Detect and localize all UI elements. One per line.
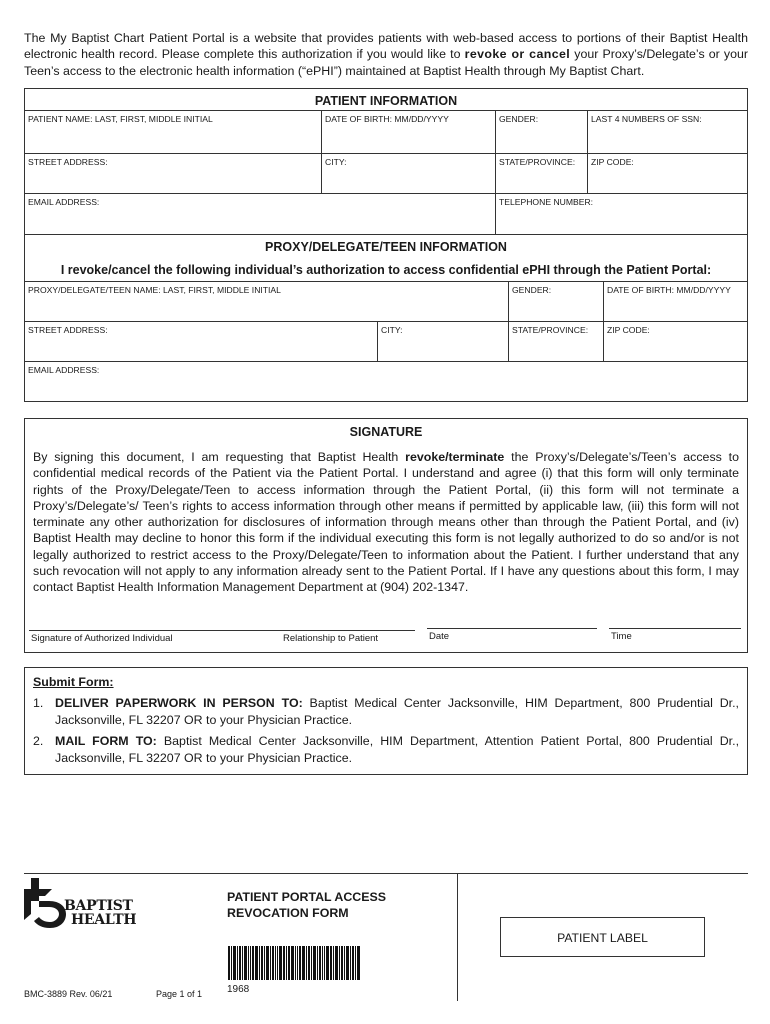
patient-state-field[interactable]: [495, 154, 587, 193]
footer-vertical-divider: [457, 873, 458, 1001]
patient-zip-field[interactable]: [587, 154, 747, 193]
proxy-city-field[interactable]: [377, 322, 508, 361]
submit-item-heading: MAIL FORM TO:: [55, 734, 157, 749]
submit-item-mail: [33, 733, 739, 766]
patient-phone-label: TELEPHONE NUMBER:: [499, 197, 594, 207]
signature-text-1: By signing this document, I am requesting that Baptist Health: [33, 450, 406, 464]
baptist-health-logo: [22, 878, 137, 928]
form-title-line-1: PATIENT PORTAL ACCESS: [227, 890, 387, 904]
intro-bold: revoke or cancel: [464, 47, 571, 62]
patient-info-title: PATIENT INFORMATION: [314, 94, 458, 108]
patient-ssn-field[interactable]: [587, 111, 747, 153]
proxy-info-section: [24, 234, 748, 402]
form-code: BMC-3889 Rev. 06/21: [24, 989, 113, 999]
proxy-gender-field[interactable]: [508, 282, 603, 321]
relationship-label: Relationship to Patient: [283, 633, 379, 644]
patient-info-section: [24, 88, 748, 235]
proxy-info-subtitle: I revoke/cancel the following individual’s authorization to access confidential ePHI through the Patient Portal:: [60, 263, 712, 277]
intro-text-2: your Proxy’s/Delegate’s or your Teen’s access to the electronic health information (“ePHI”) maintained at Baptist Health through My Baptist Chart.: [24, 47, 748, 78]
patient-name-label: PATIENT NAME: LAST, FIRST, MIDDLE INITIAL: [28, 114, 213, 124]
patient-street-label: STREET ADDRESS:: [28, 157, 108, 167]
proxy-street-field[interactable]: [25, 322, 377, 361]
patient-city-label: CITY:: [325, 157, 347, 167]
signature-text: [33, 449, 739, 596]
proxy-name-label: PROXY/DELEGATE/TEEN NAME: LAST, FIRST, MIDDLE INITIAL: [28, 285, 281, 295]
proxy-email-label: EMAIL ADDRESS:: [28, 365, 100, 375]
patient-email-label: EMAIL ADDRESS:: [28, 197, 100, 207]
patient-phone-field[interactable]: [495, 194, 747, 235]
patient-dob-field[interactable]: [321, 111, 495, 153]
submit-item-number: 2.: [33, 734, 44, 749]
proxy-name-field[interactable]: [25, 282, 508, 321]
patient-city-field[interactable]: [321, 154, 495, 193]
patient-ssn-label: LAST 4 NUMBERS OF SSN:: [591, 114, 702, 124]
submit-form-title: Submit Form:: [33, 675, 114, 689]
form-title: [227, 889, 386, 921]
patient-email-field[interactable]: [25, 194, 495, 235]
logo-text-health: HEALTH: [71, 912, 137, 928]
time-label: Time: [611, 631, 632, 642]
proxy-dob-field[interactable]: [603, 282, 747, 321]
proxy-dob-label: DATE OF BIRTH: MM/DD/YYYY: [607, 285, 731, 295]
proxy-zip-field[interactable]: [603, 322, 747, 361]
logo-text-baptist: BAPTIST: [64, 898, 133, 914]
submit-form-section: [24, 667, 748, 775]
submit-item-text: Baptist Medical Center Jacksonville, HIM Department, 800 Prudential Dr., Jacksonville, FL 32207 OR to your Physician Practice.: [55, 696, 739, 727]
time-line[interactable]: [609, 628, 741, 629]
patient-name-field[interactable]: [25, 111, 321, 153]
proxy-state-field[interactable]: [508, 322, 603, 361]
patient-gender-field[interactable]: [495, 111, 587, 153]
page-number: Page 1 of 1: [156, 989, 203, 999]
barcode: [228, 946, 360, 980]
proxy-state-label: STATE/PROVINCE:: [512, 325, 589, 335]
proxy-email-field[interactable]: [25, 362, 747, 402]
patient-dob-label: DATE OF BIRTH: MM/DD/YYYY: [325, 114, 449, 124]
submit-item-number: 1.: [33, 696, 44, 711]
patient-state-label: STATE/PROVINCE:: [499, 157, 576, 167]
signature-line[interactable]: [29, 630, 415, 631]
baptist-health-logo-mark: [22, 878, 68, 928]
signature-title: SIGNATURE: [349, 425, 423, 439]
patient-street-field[interactable]: [25, 154, 321, 193]
submit-item-text: Baptist Medical Center Jacksonville, HIM Department, Attention Patient Portal, 800 Prudential Dr., Jacksonville, FL 32207 OR to your Physician Practice.: [55, 734, 740, 765]
patient-gender-label: GENDER:: [499, 114, 539, 124]
submit-item-deliver: [33, 695, 739, 728]
proxy-street-label: STREET ADDRESS:: [28, 325, 108, 335]
proxy-zip-label: ZIP CODE:: [607, 325, 650, 335]
intro-text-1: The My Baptist Chart Patient Portal is a website that provides patients with web-based access to portions of their Baptist Health electronic health record. Please complete this authorization if you would like to: [24, 31, 748, 62]
patient-label-box: PATIENT LABEL: [500, 917, 705, 957]
intro-paragraph: [24, 30, 748, 79]
signature-text-bold: revoke/terminate: [405, 450, 505, 464]
patient-zip-label: ZIP CODE:: [591, 157, 634, 167]
date-line[interactable]: [427, 628, 597, 629]
date-label: Date: [429, 631, 450, 642]
submit-item-heading: DELIVER PAPERWORK IN PERSON TO:: [55, 696, 303, 711]
proxy-gender-label: GENDER:: [512, 285, 552, 295]
proxy-info-title: PROXY/DELEGATE/TEEN INFORMATION: [265, 240, 507, 254]
form-title-line-2: REVOCATION FORM: [227, 906, 349, 920]
signature-text-2: the Proxy’s/Delegate’s/Teen’s access to confidential medical records of the Patient via the Patient Portal. I understand and agree (i) that this form will only terminate rights of the Proxy/Delegate/Teen to access information through the Patient Portal, (ii) this form will not terminate a Proxy’s/Delegate’s/ Teen’s rights to access information through other means if permitted by applicable law, (iii) this form will not terminate any other authorization for disclosures of information through means other than through the Patient Portal, and (iv) Baptist Health may decline to honor this form if the individual executing this form is not legally authorized to do so and/or is not legally authorized to restrict access to the Proxy/Delegate/Teen to information about the Patient. I further understand that any such revocation will not apply to any information already sent to the Patient Portal. If I have any questions about this form, I may contact Baptist Health Information Management Department at (904) 202-1347.: [33, 450, 740, 595]
proxy-city-label: CITY:: [381, 325, 403, 335]
signature-label: Signature of Authorized Individual: [31, 633, 173, 644]
barcode-number: 1968: [227, 984, 250, 995]
signature-section: [24, 418, 748, 653]
footer-divider: [24, 873, 748, 874]
